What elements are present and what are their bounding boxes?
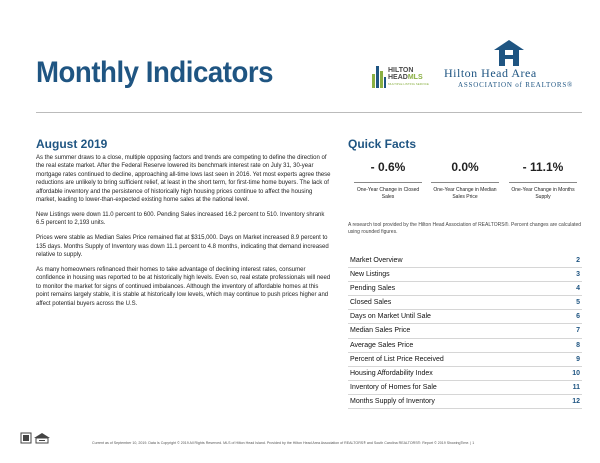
toc-item-page: 11 [572,383,580,391]
mls-logo-bars-icon [372,66,386,88]
summary-paragraph: Prices were stable as Median Sales Price remained flat at $315,000. Days on Market increased 8.9 percent to 135 days. Months Supply of Inventory was down 11.1 percent to 4.8 months, indicating that demand increased relative to supply. [36,235,329,259]
toc-item[interactable] [348,381,582,395]
toc-item[interactable] [348,367,582,381]
association-logo-subtitle: ASSOCIATION of REALTORS® [458,81,574,89]
mls-logo-tagline: MULTIPLE LISTING SERVICE [388,82,429,86]
toc-item[interactable] [348,395,582,409]
toc-item-label: Pending Sales [350,285,396,293]
summary-paragraph: As the summer draws to a close, multiple opposing factors and trends are competing to define the direction of the real estate market. After the Federal Reserve lowered its benchmark interest rate on July 31, 30-year mortgage rates continued to decline, approaching all-time lows last seen in 2016. Yet most experts agree these reductions are unlikely to bring sufficient relief, at least in the short term, for first-time home buyers. The lack of affordable inventory and the persistence of historically high housing prices continue to affect the housing market, leading to lower-than-expected existing home sales at the national level. [36,155,331,204]
footer-text: Current as of September 10, 2019. Data Is Copyright © 2019 All Rights Reserved. MLS of Hilton Head Island. Provided by the Hilton Head Area Association of REALTORS® and South Carolina REALTORS®. Report © 2019 ShowingTime. | 1 [92,441,475,445]
quick-fact-label: One-Year Change in Closed Sales [356,187,420,200]
toc-item-label: Days on Market Until Sale [350,313,431,321]
table-of-contents [348,254,582,409]
realtor-equal-housing-icon [20,432,54,444]
quick-fact-divider [431,182,499,183]
quick-fact-median-price [427,160,503,201]
toc-item-page: 8 [576,341,580,349]
toc-item-page: 3 [576,271,580,279]
quick-fact-divider [354,182,422,183]
toc-item-page: 10 [572,369,580,377]
association-logo-name: Hilton Head Area [444,66,537,80]
header-divider [36,112,582,113]
toc-item-label: Market Overview [350,257,403,264]
toc-item[interactable] [348,268,582,282]
quick-fact-closed-sales [350,160,426,201]
toc-item-label: Inventory of Homes for Sale [350,383,437,391]
toc-item-label: Housing Affordability Index [350,369,433,377]
toc-item[interactable] [348,310,582,324]
quick-fact-value: 0.0% [451,160,479,174]
toc-item[interactable] [348,339,582,353]
summary-text [36,154,332,315]
quick-fact-label: One-Year Change in Months Supply [511,187,575,200]
quick-fact-value: - 11.1% [522,160,564,174]
toc-item-page: 6 [576,313,580,321]
toc-item[interactable] [348,282,582,296]
toc-item-page: 2 [576,257,580,264]
page-title: Monthly Indicators [36,56,274,89]
toc-item-label: Months Supply of Inventory [350,397,435,405]
association-logo [444,40,584,95]
toc-item-label: Average Sales Price [350,341,414,349]
month-heading: August 2019 [36,137,108,151]
toc-item-label: Median Sales Price [350,327,411,335]
toc-item-page: 12 [572,397,580,405]
toc-item[interactable] [348,296,582,310]
toc-item[interactable] [348,353,582,367]
quick-fact-label: One-Year Change in Median Sales Price [433,187,497,200]
toc-item-page: 7 [576,327,580,335]
toc-item-page: 4 [576,285,580,293]
summary-paragraph: As many homeowners refinanced their homes to take advantage of declining interest rates, consumer confidence in housing was reported to be at historically high levels. Even so, real estate professionals will need to monitor the market for signs of continued imbalances. Although the inventory of affordable homes at this point remains largely stable, it is stable at historically low levels, which may continue to push prices higher and affect potential buyers across the U.S. [36,266,331,307]
quick-facts-heading: Quick Facts [348,137,417,151]
toc-item-label: Percent of List Price Received [350,355,444,363]
summary-paragraph: New Listings were down 11.0 percent to 600. Pending Sales increased 16.2 percent to 510. Inventory shrank 6.5 percent to 2,193 units. [36,211,325,227]
toc-item-label: New Listings [350,271,390,279]
toc-item[interactable] [348,254,582,268]
mls-logo-line1: HILTON [388,67,414,74]
toc-item-page: 5 [576,299,580,307]
toc-item-label: Closed Sales [350,299,392,307]
house-logo-icon [494,40,524,66]
mls-logo-line2: HEADMLS [388,74,423,81]
hilton-head-mls-logo [372,62,440,90]
research-note: A research tool provided by the Hilton Head Association of REALTORS®. Percent changes are calculated using rounded figures. [348,222,582,235]
quick-fact-divider [509,182,577,183]
toc-item-page: 9 [576,355,580,363]
toc-item[interactable] [348,324,582,338]
quick-fact-months-supply [505,160,581,201]
quick-fact-value: - 0.6% [370,160,406,174]
